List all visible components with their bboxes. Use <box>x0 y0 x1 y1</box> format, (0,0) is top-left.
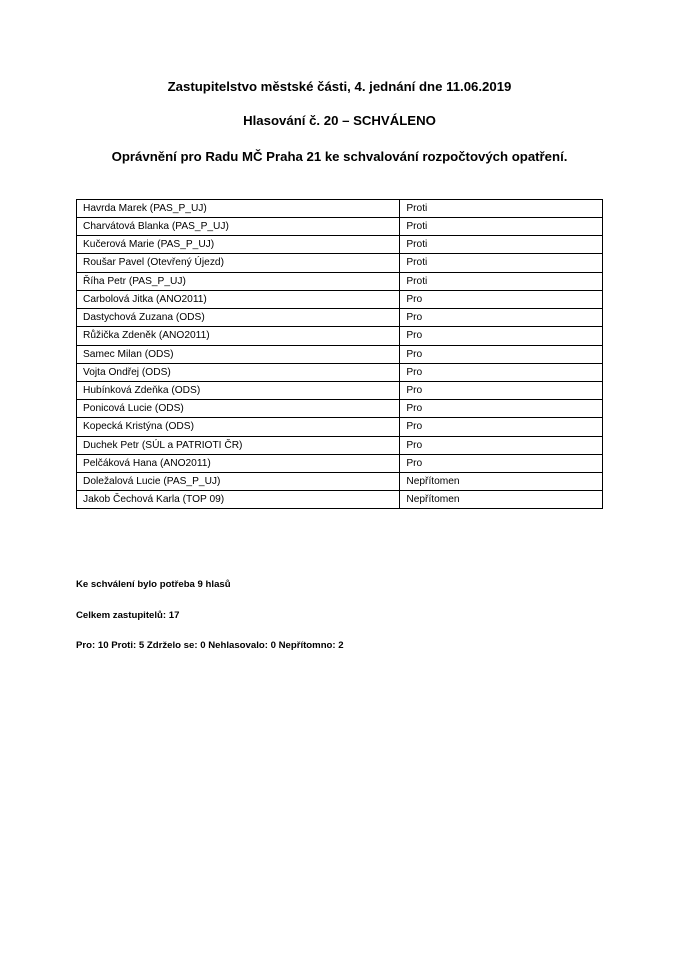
table-row <box>77 254 603 272</box>
tally-text: Pro: 10 Proti: 5 Zdrželo se: 0 Nehlasovalo: 0 Nepřítomno: 2 <box>76 640 344 652</box>
member-name: Duchek Petr (SÚL a PATRIOTI ČR) <box>77 436 400 454</box>
member-name: Říha Petr (PAS_P_UJ) <box>77 272 400 290</box>
votes-table-body <box>77 199 603 509</box>
member-name: Doležalová Lucie (PAS_P_UJ) <box>77 473 400 491</box>
table-row <box>77 400 603 418</box>
member-name: Dastychová Zuzana (ODS) <box>77 309 400 327</box>
vote-summary <box>76 579 603 652</box>
vote-number-result: Hlasování č. 20 – SCHVÁLENO <box>243 112 436 128</box>
member-name: Růžička Zdeněk (ANO2011) <box>77 327 400 345</box>
member-vote: Proti <box>400 217 603 235</box>
member-name: Havrda Marek (PAS_P_UJ) <box>77 199 400 217</box>
member-name: Roušar Pavel (Otevřený Újezd) <box>77 254 400 272</box>
table-row <box>77 290 603 308</box>
quorum-text: Ke schválení bylo potřeba 9 hlasů <box>76 579 231 591</box>
document-headings <box>76 0 603 166</box>
table-row <box>77 436 603 454</box>
table-row <box>77 272 603 290</box>
member-vote: Proti <box>400 199 603 217</box>
member-name: Carbolová Jitka (ANO2011) <box>77 290 400 308</box>
vote-subject: Oprávnění pro Radu MČ Praha 21 ke schvalování rozpočtových opatření. <box>111 148 568 164</box>
table-row <box>77 309 603 327</box>
table-row <box>77 418 603 436</box>
member-name: Pelčáková Hana (ANO2011) <box>77 454 400 472</box>
table-row <box>77 473 603 491</box>
table-row <box>77 454 603 472</box>
member-vote: Pro <box>400 436 603 454</box>
member-vote: Nepřítomen <box>400 491 603 509</box>
member-vote: Proti <box>400 254 603 272</box>
member-vote: Proti <box>400 236 603 254</box>
table-row <box>77 491 603 509</box>
member-name: Charvátová Blanka (PAS_P_UJ) <box>77 217 400 235</box>
member-vote: Pro <box>400 418 603 436</box>
member-vote: Pro <box>400 400 603 418</box>
table-row <box>77 363 603 381</box>
table-row <box>77 327 603 345</box>
member-name: Jakob Čechová Karla (TOP 09) <box>77 491 400 509</box>
member-name: Samec Milan (ODS) <box>77 345 400 363</box>
table-row <box>77 236 603 254</box>
member-vote: Pro <box>400 454 603 472</box>
member-vote: Pro <box>400 345 603 363</box>
member-name: Hubínková Zdeňka (ODS) <box>77 381 400 399</box>
member-name: Kučerová Marie (PAS_P_UJ) <box>77 236 400 254</box>
member-vote: Pro <box>400 363 603 381</box>
member-name: Ponicová Lucie (ODS) <box>77 400 400 418</box>
member-name: Vojta Ondřej (ODS) <box>77 363 400 381</box>
table-row <box>77 381 603 399</box>
total-members-text: Celkem zastupitelů: 17 <box>76 609 180 621</box>
member-name: Kopecká Kristýna (ODS) <box>77 418 400 436</box>
member-vote: Pro <box>400 381 603 399</box>
member-vote: Nepřítomen <box>400 473 603 491</box>
member-vote: Pro <box>400 327 603 345</box>
member-vote: Pro <box>400 290 603 308</box>
meeting-title: Zastupitelstvo městské části, 4. jednání dne 11.06.2019 <box>167 79 512 94</box>
member-vote: Pro <box>400 309 603 327</box>
table-row <box>77 199 603 217</box>
table-row <box>77 345 603 363</box>
member-vote: Proti <box>400 272 603 290</box>
table-row <box>77 217 603 235</box>
votes-table <box>76 199 603 510</box>
